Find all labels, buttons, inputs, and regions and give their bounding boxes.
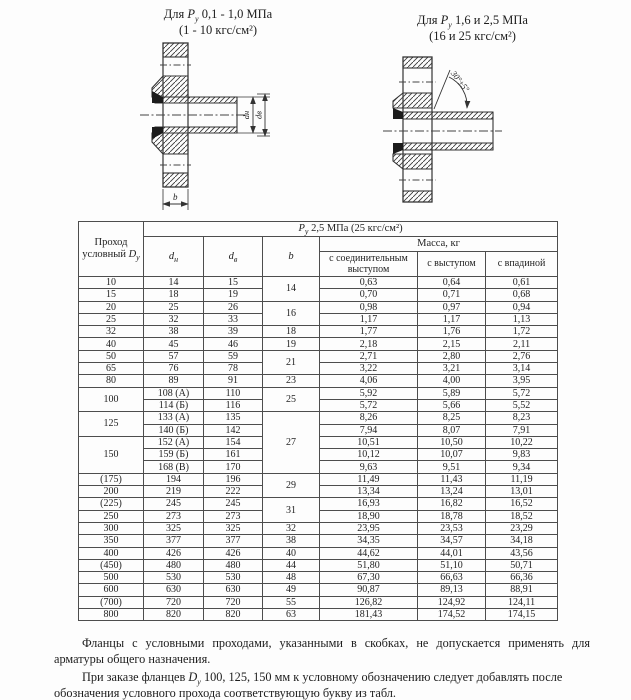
table-row xyxy=(79,535,558,547)
table-cell: 19 xyxy=(204,289,263,301)
table-cell: 25 xyxy=(79,313,144,325)
table-row xyxy=(79,375,558,387)
caption-line1: Для $P_у$ 1,6 и 2,5 МПа xyxy=(417,13,528,30)
table-cell: 2,76 xyxy=(486,350,558,362)
table-row xyxy=(79,473,558,485)
mass-subheader-recess: с впадиной xyxy=(486,252,558,277)
table-cell: 8,25 xyxy=(418,412,486,424)
table-cell: 34,57 xyxy=(418,535,486,547)
table-cell: 133 (А) xyxy=(144,412,204,424)
table-cell: 78 xyxy=(204,363,263,375)
table-cell: 800 xyxy=(79,609,144,621)
table-cell: 480 xyxy=(204,559,263,571)
table-cell: 43,56 xyxy=(486,547,558,559)
table-cell: 1,17 xyxy=(418,313,486,325)
caption-line1: Для $P_у$ 0,1 - 1,0 МПа xyxy=(163,7,273,24)
table-cell: 0,71 xyxy=(418,289,486,301)
table-cell: 44,01 xyxy=(418,547,486,559)
table-cell: 8,07 xyxy=(418,424,486,436)
table-cell: 16,82 xyxy=(418,498,486,510)
table-cell: 9,51 xyxy=(418,461,486,473)
table-cell: 23 xyxy=(263,375,320,387)
table-cell: 426 xyxy=(204,547,263,559)
table-cell: 110 xyxy=(204,387,263,399)
table-cell: 38 xyxy=(144,326,204,338)
table-cell: 7,94 xyxy=(320,424,418,436)
dy-symbol: $D_у$ xyxy=(188,669,201,687)
table-cell: 7,91 xyxy=(486,424,558,436)
table-row xyxy=(79,350,558,362)
dv-symbol: $d_в$ xyxy=(228,250,238,264)
table-cell: 5,72 xyxy=(486,387,558,399)
table-cell: 11,19 xyxy=(486,473,558,485)
table-cell: 196 xyxy=(204,473,263,485)
table-cell: 40 xyxy=(263,547,320,559)
table-cell: 2,15 xyxy=(418,338,486,350)
footnote-2: При заказе фланцев $D_у$ 100, 125, 150 мм к условному обозначению следует добавлять после обозначения условного прохода соответствующую букву из табл. xyxy=(54,669,563,700)
table-cell: 10,12 xyxy=(320,449,418,461)
table-cell: 0,64 xyxy=(418,277,486,289)
table-cell: 18 xyxy=(263,326,320,338)
table-cell: 426 xyxy=(144,547,204,559)
table-cell: 32 xyxy=(144,313,204,325)
table-cell: 820 xyxy=(144,609,204,621)
table-cell: 11,49 xyxy=(320,473,418,485)
table-cell: 57 xyxy=(144,350,204,362)
table-cell: 142 xyxy=(204,424,263,436)
table-cell: 2,18 xyxy=(320,338,418,350)
table-cell: 325 xyxy=(204,522,263,534)
table-row xyxy=(79,301,558,313)
table-cell: 25 xyxy=(144,301,204,313)
table-cell: 13,34 xyxy=(320,486,418,498)
caption-low-pressure xyxy=(118,6,318,39)
table-cell: 66,36 xyxy=(486,572,558,584)
table-cell: 194 xyxy=(144,473,204,485)
table-cell: 38 xyxy=(263,535,320,547)
flange-drawing-low-pressure xyxy=(120,42,290,220)
table-cell: 135 xyxy=(204,412,263,424)
table-cell: 34,35 xyxy=(320,535,418,547)
table-cell: 273 xyxy=(144,510,204,522)
table-cell: 21 xyxy=(263,350,320,375)
table-cell: 600 xyxy=(79,584,144,596)
table-cell: 9,34 xyxy=(486,461,558,473)
table-cell: 0,61 xyxy=(486,277,558,289)
table-cell: 174,52 xyxy=(418,609,486,621)
table-cell: 0,97 xyxy=(418,301,486,313)
table-cell: 0,63 xyxy=(320,277,418,289)
table-cell: 8,23 xyxy=(486,412,558,424)
table-cell: 65 xyxy=(79,363,144,375)
table-cell: 29 xyxy=(263,473,320,498)
table-cell: 10,50 xyxy=(418,436,486,448)
table-row xyxy=(79,584,558,596)
table-cell: 33 xyxy=(204,313,263,325)
caption-line2: (16 и 25 кгс/см²) xyxy=(429,29,516,44)
table-cell: 3,14 xyxy=(486,363,558,375)
table-cell: 23,53 xyxy=(418,522,486,534)
table-cell: 15 xyxy=(79,289,144,301)
table-cell: 89 xyxy=(144,375,204,387)
table-cell: 126,82 xyxy=(320,596,418,608)
dn-symbol: $d_н$ xyxy=(168,250,179,264)
table-cell: 108 (А) xyxy=(144,387,204,399)
table-cell: 9,83 xyxy=(486,449,558,461)
table-cell: 5,66 xyxy=(418,399,486,411)
table-cell: 13,01 xyxy=(486,486,558,498)
table-cell: 49 xyxy=(263,584,320,596)
angle-dim-label: 30°±5° xyxy=(448,68,472,94)
table-cell: 63 xyxy=(263,609,320,621)
table-row xyxy=(79,522,558,534)
table-cell: 200 xyxy=(79,486,144,498)
table-cell: (450) xyxy=(79,559,144,571)
table-cell: 2,71 xyxy=(320,350,418,362)
table-cell: 11,43 xyxy=(418,473,486,485)
table-cell: 25 xyxy=(263,387,320,412)
table-cell: 4,00 xyxy=(418,375,486,387)
p-symbol: $P_у$ xyxy=(440,13,452,30)
table-cell: 500 xyxy=(79,572,144,584)
col-header-dv xyxy=(204,237,263,277)
table-cell: 4,06 xyxy=(320,375,418,387)
col-header-dy: Проход условный $D_у$ xyxy=(79,222,144,277)
flange-table-body xyxy=(79,277,558,621)
table-cell: 720 xyxy=(144,596,204,608)
table-cell: 23,29 xyxy=(486,522,558,534)
flange-drawing-high-pressure xyxy=(378,52,563,212)
table-cell: 44 xyxy=(263,559,320,571)
table-cell: 154 xyxy=(204,436,263,448)
footnotes xyxy=(54,636,590,700)
table-row xyxy=(79,572,558,584)
table-row xyxy=(79,609,558,621)
table-cell: 5,72 xyxy=(320,399,418,411)
table-cell: 181,43 xyxy=(320,609,418,621)
table-cell: 630 xyxy=(204,584,263,596)
table-cell: (225) xyxy=(79,498,144,510)
table-cell: 222 xyxy=(204,486,263,498)
table-cell: 55 xyxy=(263,596,320,608)
table-cell: 16 xyxy=(263,301,320,326)
table-cell: 20 xyxy=(79,301,144,313)
table-cell: 174,15 xyxy=(486,609,558,621)
table-cell: 51,80 xyxy=(320,559,418,571)
table-cell: 124,92 xyxy=(418,596,486,608)
py-symbol: $P_у$ xyxy=(298,223,309,237)
table-cell: 10,07 xyxy=(418,449,486,461)
table-row xyxy=(79,596,558,608)
table-cell: 59 xyxy=(204,350,263,362)
table-cell: 250 xyxy=(79,510,144,522)
caption-line2: (1 - 10 кгс/см²) xyxy=(178,23,258,38)
table-cell: 10,51 xyxy=(320,436,418,448)
table-cell: 66,63 xyxy=(418,572,486,584)
p-symbol: $P_у$ xyxy=(187,7,199,24)
col-header-b xyxy=(263,237,320,277)
table-cell: 168 (В) xyxy=(144,461,204,473)
table-cell: 16,93 xyxy=(320,498,418,510)
table-cell: 14 xyxy=(263,277,320,302)
table-row xyxy=(79,277,558,289)
table-cell: 45 xyxy=(144,338,204,350)
table-cell: 8,26 xyxy=(320,412,418,424)
table-cell: 125 xyxy=(79,412,144,437)
table-cell: 31 xyxy=(263,498,320,523)
table-row xyxy=(79,412,558,424)
table-cell: 530 xyxy=(204,572,263,584)
table-cell: 300 xyxy=(79,522,144,534)
table-cell: 5,52 xyxy=(486,399,558,411)
table-row xyxy=(79,326,558,338)
table-cell: 91 xyxy=(204,375,263,387)
table-row xyxy=(79,559,558,571)
table-cell: 89,13 xyxy=(418,584,486,596)
table-cell: 32 xyxy=(79,326,144,338)
table-cell: 245 xyxy=(144,498,204,510)
table-cell: 3,95 xyxy=(486,375,558,387)
table-cell: 27 xyxy=(263,412,320,473)
table-cell: 32 xyxy=(263,522,320,534)
table-cell: 0,98 xyxy=(320,301,418,313)
table-cell: 80 xyxy=(79,375,144,387)
table-cell: 219 xyxy=(144,486,204,498)
table-cell: 159 (Б) xyxy=(144,449,204,461)
table-cell: 76 xyxy=(144,363,204,375)
table-cell: 10 xyxy=(79,277,144,289)
table-cell: 23,95 xyxy=(320,522,418,534)
table-cell: 377 xyxy=(144,535,204,547)
table-cell: 18,78 xyxy=(418,510,486,522)
table-row xyxy=(79,387,558,399)
table-cell: 1,77 xyxy=(320,326,418,338)
table-cell: 630 xyxy=(144,584,204,596)
table-cell: 124,11 xyxy=(486,596,558,608)
table-cell: 720 xyxy=(204,596,263,608)
footnote-1: Фланцы с условными проходами, указанными в скобках, не допускается применять для арматуры общего назначения. xyxy=(54,636,590,666)
table-cell: 1,76 xyxy=(418,326,486,338)
table-cell: 1,13 xyxy=(486,313,558,325)
table-cell: 50 xyxy=(79,350,144,362)
table-row xyxy=(79,498,558,510)
table-cell: 34,18 xyxy=(486,535,558,547)
table-cell: 116 xyxy=(204,399,263,411)
table-cell: 16,52 xyxy=(486,498,558,510)
table-cell: 19 xyxy=(263,338,320,350)
table-cell: 18 xyxy=(144,289,204,301)
table-cell: 0,70 xyxy=(320,289,418,301)
table-cell: 245 xyxy=(204,498,263,510)
table-cell: 1,17 xyxy=(320,313,418,325)
table-row xyxy=(79,338,558,350)
table-cell: 3,21 xyxy=(418,363,486,375)
table-cell: 140 (Б) xyxy=(144,424,204,436)
table-row xyxy=(79,547,558,559)
table-cell: 114 (Б) xyxy=(144,399,204,411)
table-cell: 170 xyxy=(204,461,263,473)
caption-high-pressure xyxy=(375,12,570,45)
table-cell: 90,87 xyxy=(320,584,418,596)
table-cell: 325 xyxy=(144,522,204,534)
table-cell: 0,94 xyxy=(486,301,558,313)
table-cell: 40 xyxy=(79,338,144,350)
table-cell: 0,68 xyxy=(486,289,558,301)
table-cell: 150 xyxy=(79,436,144,473)
table-cell: 88,91 xyxy=(486,584,558,596)
table-cell: 530 xyxy=(144,572,204,584)
table-cell: 50,71 xyxy=(486,559,558,571)
table-cell: 14 xyxy=(144,277,204,289)
table-cell: 15 xyxy=(204,277,263,289)
table-cell: 46 xyxy=(204,338,263,350)
table-cell: 10,22 xyxy=(486,436,558,448)
table-cell: 2,11 xyxy=(486,338,558,350)
table-cell: 67,30 xyxy=(320,572,418,584)
table-cell: 273 xyxy=(204,510,263,522)
flange-spec-table xyxy=(78,221,558,621)
b-symbol: b xyxy=(288,250,294,262)
table-cell: 3,22 xyxy=(320,363,418,375)
table-cell: 44,62 xyxy=(320,547,418,559)
table-cell: 1,72 xyxy=(486,326,558,338)
pressure-header: $P_у$ 2,5 МПа (25 кгс/см²) xyxy=(144,222,558,237)
mass-subheader-protrusion: с выступом xyxy=(418,252,486,277)
table-cell: (175) xyxy=(79,473,144,485)
mass-subheader-connecting: с соединительным выступом xyxy=(320,252,418,277)
mass-header: Масса, кг xyxy=(320,237,558,252)
table-cell: 5,92 xyxy=(320,387,418,399)
table-cell: 377 xyxy=(204,535,263,547)
table-cell: 39 xyxy=(204,326,263,338)
table-cell: 18,52 xyxy=(486,510,558,522)
dy-symbol: $D_у$ xyxy=(128,249,140,263)
table-cell: 13,24 xyxy=(418,486,486,498)
dim-label-dn: dн xyxy=(241,110,251,120)
table-cell: 161 xyxy=(204,449,263,461)
dim-label-b: b xyxy=(173,192,178,202)
table-cell: 350 xyxy=(79,535,144,547)
table-cell: 48 xyxy=(263,572,320,584)
table-cell: 100 xyxy=(79,387,144,412)
table-cell: 2,80 xyxy=(418,350,486,362)
table-cell: 820 xyxy=(204,609,263,621)
table-cell: 26 xyxy=(204,301,263,313)
dim-label-dv: dв xyxy=(253,111,264,119)
table-cell: 400 xyxy=(79,547,144,559)
table-cell: 18,90 xyxy=(320,510,418,522)
table-cell: 152 (А) xyxy=(144,436,204,448)
col-header-dn xyxy=(144,237,204,277)
table-cell: (700) xyxy=(79,596,144,608)
table-cell: 5,89 xyxy=(418,387,486,399)
table-cell: 480 xyxy=(144,559,204,571)
table-cell: 51,10 xyxy=(418,559,486,571)
table-cell: 9,63 xyxy=(320,461,418,473)
